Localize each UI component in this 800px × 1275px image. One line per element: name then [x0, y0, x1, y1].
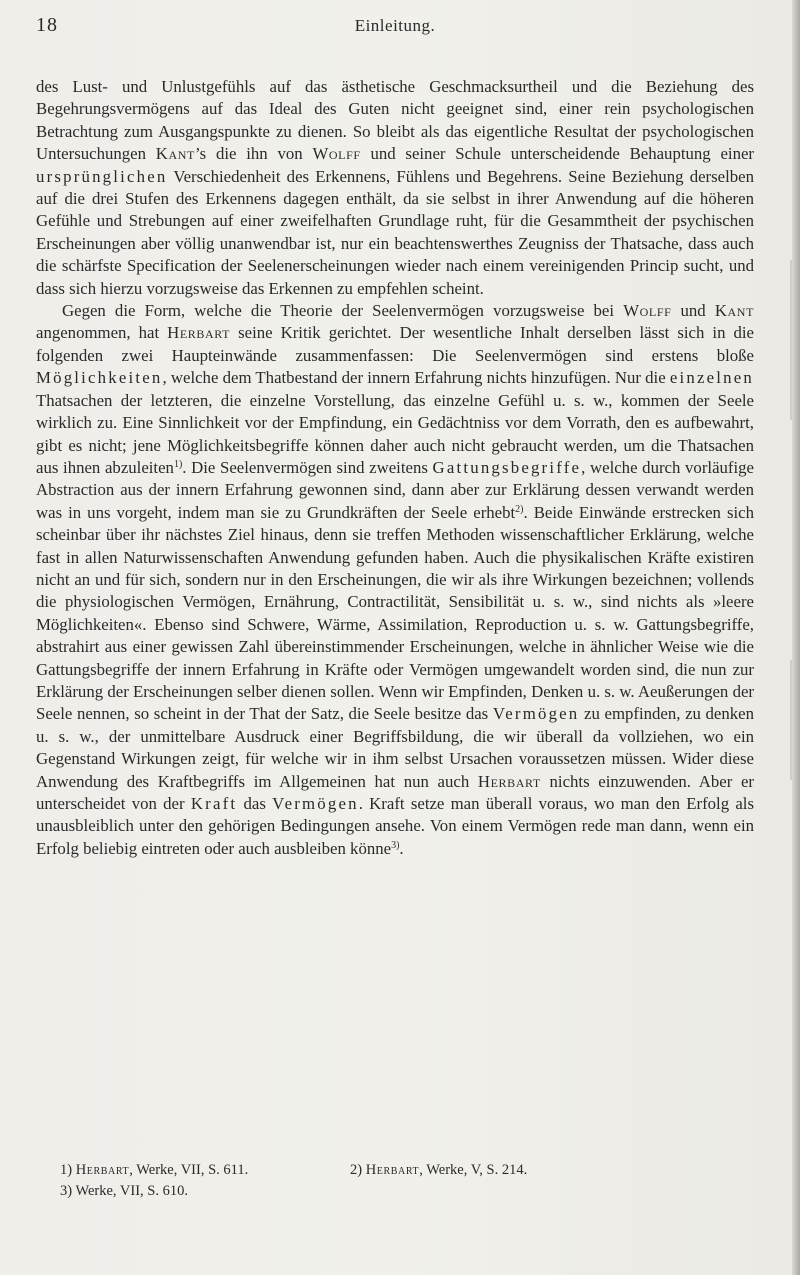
text-run: ’s die ihn von	[194, 144, 313, 164]
text-run: . Die Seelenvermögen sind zweitens	[182, 457, 433, 477]
emphasis: einzelnen	[669, 368, 754, 388]
footnote-ref: 1)	[173, 458, 183, 470]
scan-edge-mark	[790, 260, 792, 420]
author-name: Wolff	[312, 144, 361, 164]
text-run: Verschiedenheit des Erkennens, Fühlens und Begehrens. Seine Beziehung derselben auf die drei Stufen des Erkennens dagegen enthält, da sie selbst in ihrer Anwendung auf die höheren Gefühle und Strebungen auf einer zweifelhaften Grundlage ruht, für die Gesammtheit der psychischen Erscheinungen aber völlig unanwendbar ist, nur ein beachtenswerthes Zeugniss der Thatsache, dass auch die schärfste Specification der Seelenerscheinungen wieder nach einem vereinigenden Princip sucht, und dass sich hierzu vorzugsweise das Erkennen zu empfehlen scheint.	[36, 166, 754, 298]
paragraph	[36, 300, 754, 860]
page-number: 18	[36, 14, 58, 36]
emphasis: Vermögen	[272, 794, 359, 813]
text-run: Gegen die Form, welche die Theorie der Seelenvermögen vorzugsweise bei	[62, 301, 624, 321]
author-name: Wolff	[623, 301, 672, 321]
text-run: , Werke, V, S. 214.	[419, 1162, 528, 1178]
text-run: , welche dem Thatbestand der innern Erfahrung nichts hinzufügen. Nur die	[162, 368, 670, 388]
text-run: . Kraft setze man überall voraus, wo man den Erfolg als unausbleiblich unter den gehörigen Bedingungen ansehe. Von einem Vermögen rede man dann, wenn ein Erfolg beliebig eintreten oder auch ausbleiben könne	[36, 794, 754, 858]
author-name: Kant	[714, 301, 754, 321]
footnote-ref: 2)	[515, 503, 524, 515]
author-name: Herbart	[477, 771, 541, 791]
text-run: angenommen, hat	[36, 323, 168, 343]
text-run: das	[237, 794, 273, 813]
text-run: 2)	[350, 1162, 366, 1178]
paragraph	[36, 76, 754, 300]
scan-edge-mark	[790, 660, 792, 780]
author-name: Herbart	[167, 323, 231, 343]
author-name: Kant	[155, 144, 195, 164]
text-run: und	[671, 301, 715, 321]
emphasis: Vermögen	[492, 704, 580, 724]
text-run: seine Kritik gerichtet. Der wesentliche Inhalt derselben lässt sich in die folgenden zwei Haupteinwände zusammenfassen: Die Seelenvermögen sind erstens bloße	[36, 323, 754, 365]
emphasis: Gattungsbegriffe	[432, 457, 582, 477]
text-run: nichts einzuwenden. Aber er unterscheidet von der	[36, 771, 755, 813]
footnote-ref: 3)	[391, 839, 400, 851]
emphasis: Möglichkeiten	[36, 368, 163, 388]
text-run: des Lust- und Unlustgefühls auf das ästhetische Geschmacksurtheil und die Beziehung des Begehrungsvermögens auf das Ideal des Guten nicht geeignet sind, einer rein psychologischen Betrachtung zum Ausgangspunkte zu dienen. So bleibt als das eigentliche Resultat der psychologischen Untersuchungen	[36, 77, 754, 164]
text-run: zu empfinden, zu denken u. s. w., der unmittelbare Ausdruck einer Begriffsbildung, die wir überall da vollziehen, wo ein Gegenstand Wirkungen zeigt, für welche wir in ihm selbst Ursachen voraussetzen müssen. Wider diese Anwendung des Kraftbegriffs im Allgemeinen hat nun auch	[36, 704, 754, 791]
text-run: Thatsachen der letzteren, die einzelne Vorstellung, das einzelne Gefühl u. s. w., kommen der Seele wirklich zu. Eine Sinnlichkeit vor der Empfindung, ein Gedächtniss vor dem Vorrath, den es aufbewahrt, gibt es nicht; jene Möglichkeitsbegriffe können daher auch nicht gebraucht werden, um die Thatsachen aus ihnen abzuleiten	[36, 390, 754, 477]
page-edge	[792, 0, 800, 1275]
running-title: Einleitung.	[354, 16, 436, 35]
footnote	[60, 1160, 350, 1181]
text-run: , welche durch vorläufige Abstraction aus der innern Erfahrung gewonnen sind, dann aber zur Erklärung dessen verwandt werden was in uns vorgeht, indem man sie zu Grundkräften der Seele erhebt	[36, 457, 755, 522]
emphasis: ursprünglichen	[36, 166, 168, 186]
body-text	[36, 76, 754, 860]
emphasis: Kraft	[190, 794, 238, 813]
author-name: Herbart	[75, 1162, 130, 1178]
author-name: Herbart	[365, 1162, 420, 1178]
footnote	[350, 1160, 640, 1181]
running-head	[36, 14, 754, 44]
footnote	[60, 1181, 350, 1202]
footnotes	[60, 1160, 754, 1202]
text-run: 1)	[60, 1162, 76, 1178]
text-run: , Werke, VII, S. 611.	[129, 1162, 249, 1178]
text-run: .	[399, 838, 404, 858]
text-run: und seiner Schule unterscheidende Behauptung einer	[360, 144, 755, 164]
text-run: 3) Werke, VII, S. 610.	[60, 1183, 188, 1199]
text-run: . Beide Einwände erstrecken sich scheinbar über ihr nächstes Ziel hinaus, denn sie treffen Methoden wissenschaftlicher Erklärung, welche fast in allen Naturwissenschaften Anwendung gefunden haben. Auch die physikalischen Kräfte existiren nicht an und für sich, sondern nur in den Erscheinungen, die wir als ihre Wirkungen bezeichnen; vollends die physiologischen Vermögen, Ernährung, Contractilität, Sensibilität u. s. w., sind nichts als »leere Möglichkeiten«. Ebenso sind Schwere, Wärme, Assimilation, Reproduction u. s. w. Gattungsbegriffe, abstrahirt aus einer gewissen Zahl übereinstimmender Erscheinungen, welche in ähnlicher Weise wie die Gattungsbegriffe der innern Erfahrung in Kräfte oder Vermögen umgewandelt worden sind, die nun zur Erklärung der Erscheinungen selber dienen sollen. Wenn wir Empfinden, Denken u. s. w. Aeußerungen der Seele nennen, so scheint in der That der Satz, die Seele besitze das	[36, 502, 754, 724]
